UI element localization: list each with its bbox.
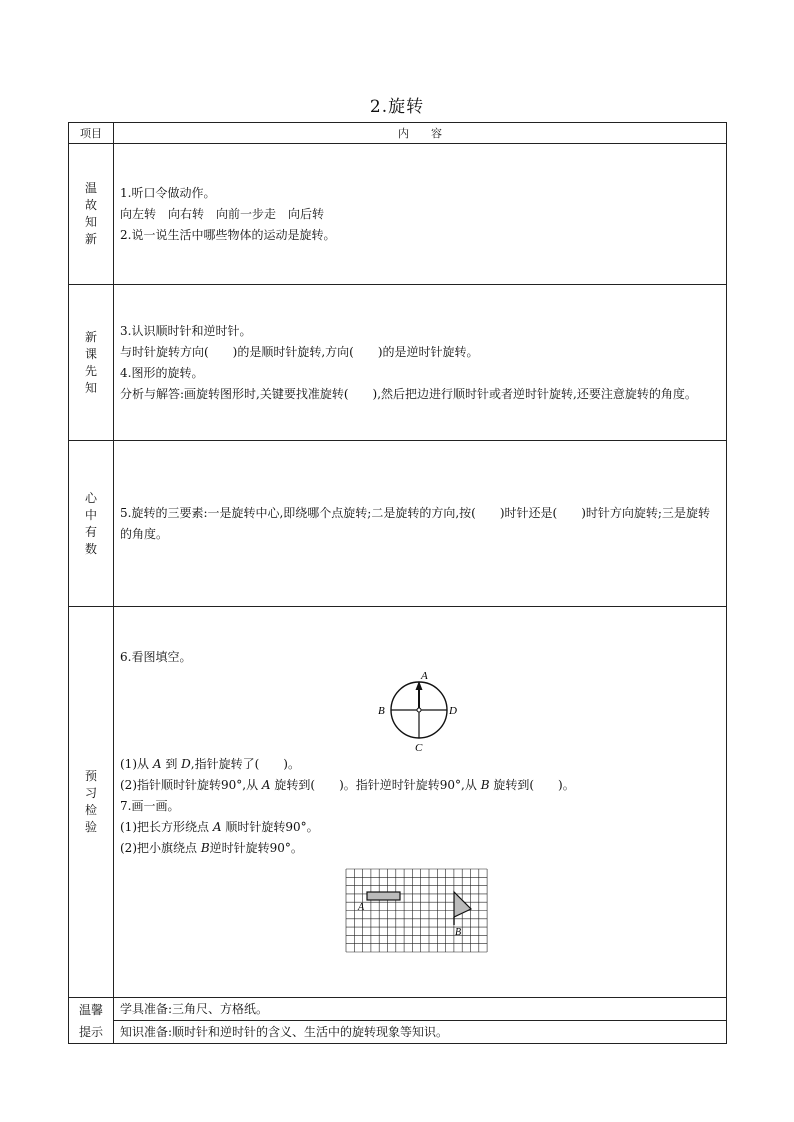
question-6-1: (1)从 A 到 D,指针旋转了( )。 — [120, 757, 300, 771]
section-new-lesson — [69, 285, 727, 441]
section-content — [114, 285, 727, 441]
tips-label: 温馨 — [69, 998, 114, 1021]
page-title: 2.旋转 — [369, 97, 425, 117]
question-7-2: (2)把小旗绕点 B逆时针旋转90°。 — [120, 841, 303, 855]
grid-label-a: A — [358, 902, 365, 913]
tips-label: 提示 — [69, 1021, 114, 1044]
question-6: 6.看图填空。 — [120, 650, 192, 664]
text-line: 3.认识顺时针和逆时针。 — [120, 323, 252, 338]
question-7-1: (1)把长方形绕点 A 顺时针旋转90°。 — [120, 820, 319, 834]
text-line: 2.说一说生活中哪些物体的运动是旋转。 — [120, 227, 336, 242]
text-line: 与时针旋转方向( )的是顺时针旋转,方向( )的是逆时针旋转。 — [120, 344, 479, 359]
header-content: 内 容 — [114, 123, 727, 144]
point-label-a: A — [421, 670, 428, 682]
grid-diagram — [344, 867, 494, 957]
text-line: 4.图形的旋转。 — [120, 365, 204, 380]
section-label: 新 课 先 知 — [69, 285, 114, 441]
clock-diagram — [369, 668, 469, 754]
text-line: 分析与解答:画旋转图形时,关键要找准旋转( ),然后把边进行顺时针或者逆时针旋转,还要注意旋转的角度。 — [120, 386, 697, 401]
section-key-points — [69, 441, 727, 607]
flag-shape — [454, 892, 471, 917]
question-6-2: (2)指针顺时针旋转90°,从 A 旋转到( )。指针逆时针旋转90°,从 B 旋转到( )。 — [120, 778, 575, 792]
text-line: 5.旋转的三要素:一是旋转中心,即绕哪个点旋转;二是旋转的方向,按( )时针还是( )时针方向旋转;三是旋转的角度。 — [120, 505, 710, 541]
section-review — [69, 144, 727, 285]
section-content — [114, 441, 727, 607]
header-item: 项目 — [69, 123, 114, 144]
text-line: 向左转 向右转 向前一步走 向后转 — [120, 206, 325, 221]
tips-row-1 — [69, 998, 727, 1021]
tips-line: 知识准备:顺时针和逆时针的含义、生活中的旋转现象等知识。 — [114, 1021, 727, 1044]
point-label-d: D — [449, 705, 457, 717]
tips-line: 学具准备:三角尺、方格纸。 — [114, 998, 727, 1021]
section-label: 心 中 有 数 — [69, 441, 114, 607]
text-line: 1.听口令做动作。 — [120, 185, 216, 200]
rectangle-shape — [367, 892, 400, 900]
section-label: 温 故 知 新 — [69, 144, 114, 285]
section-preview-check — [69, 607, 727, 998]
point-label-c: C — [415, 742, 423, 754]
section-content — [114, 607, 727, 998]
worksheet-table — [68, 122, 727, 1044]
point-label-b: B — [378, 705, 385, 717]
section-label: 预 习 检 验 — [69, 607, 114, 998]
question-7: 7.画一画。 — [120, 799, 180, 813]
table-header — [69, 123, 727, 144]
tips-row-2 — [69, 1021, 727, 1044]
section-content — [114, 144, 727, 285]
grid-label-b: B — [455, 927, 462, 938]
